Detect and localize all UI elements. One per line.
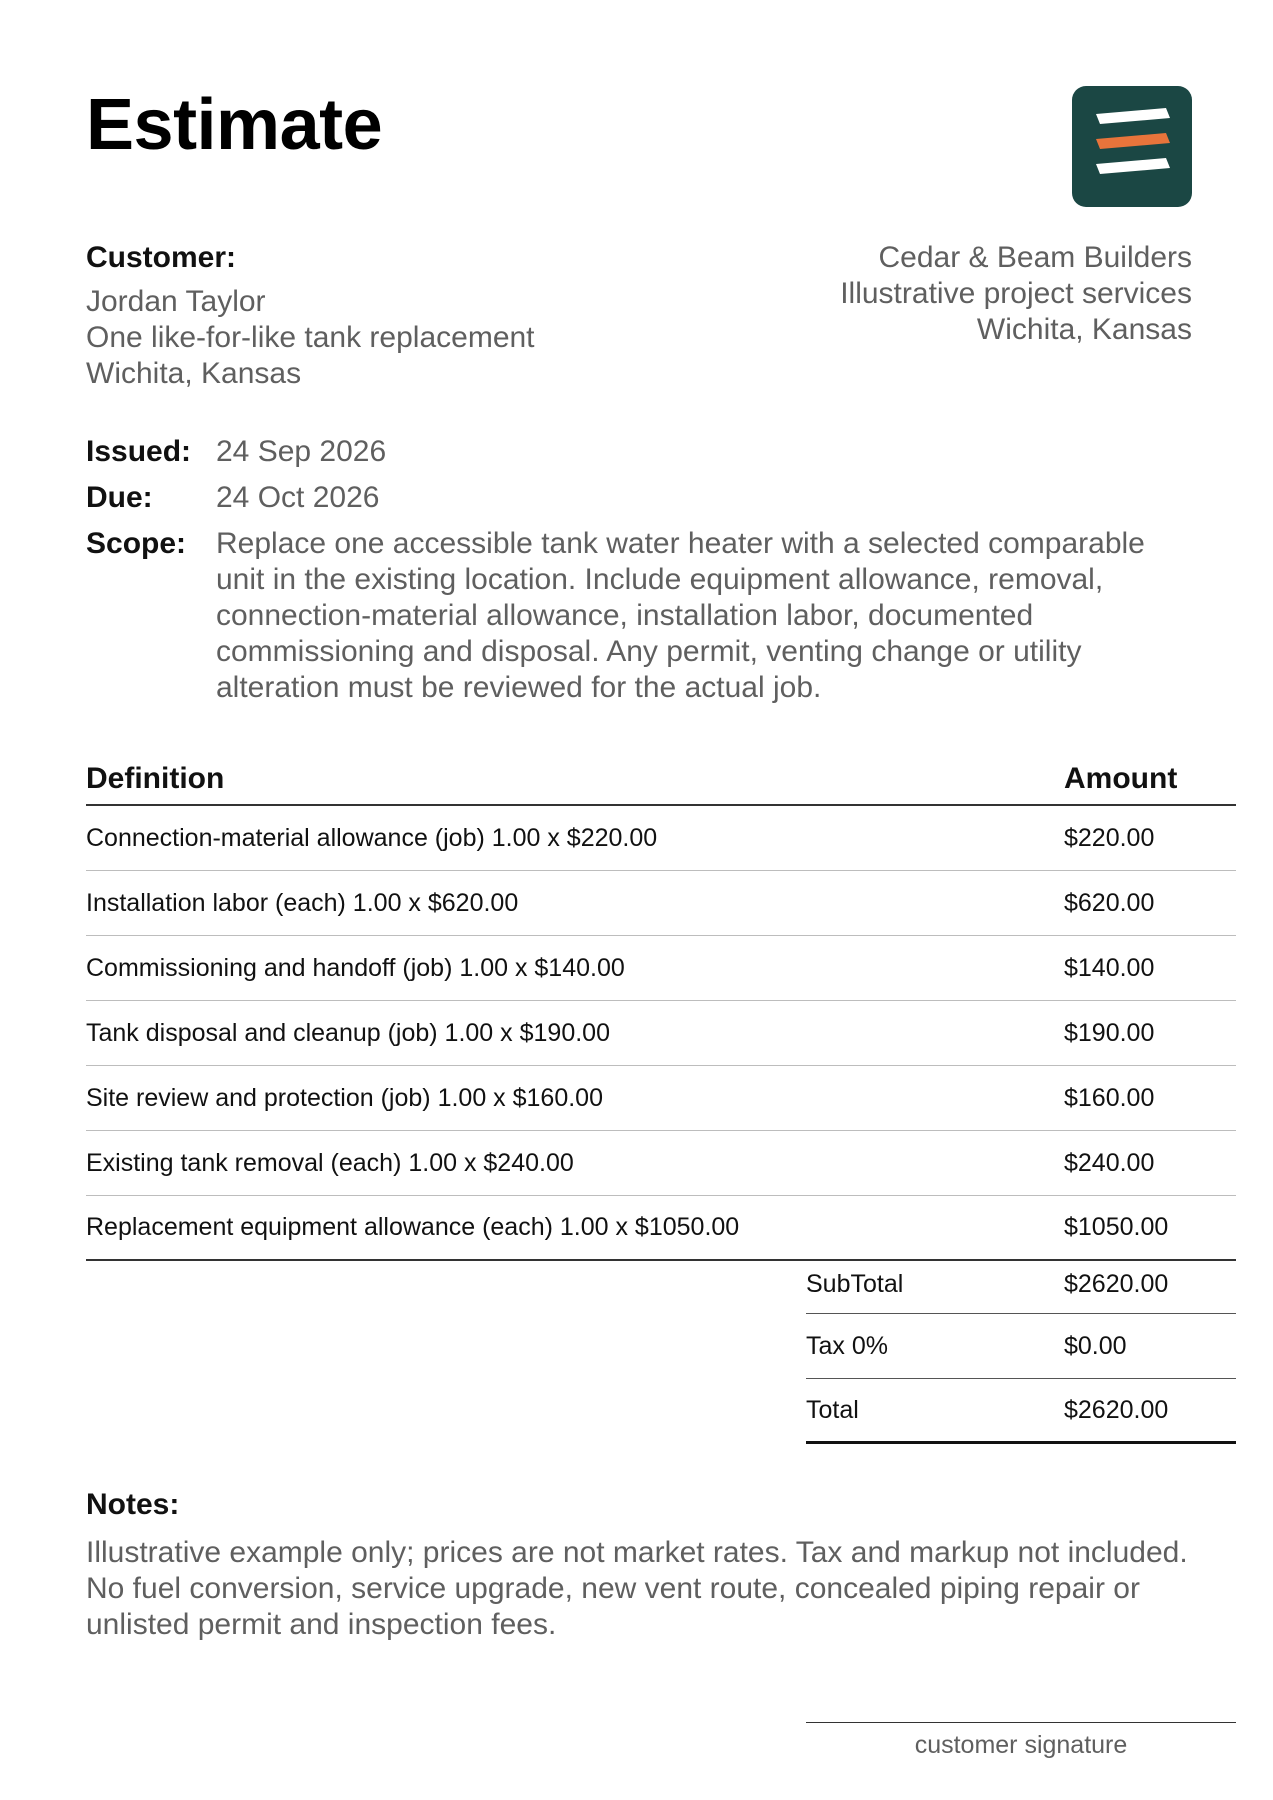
- tax-label: Tax 0%: [806, 1331, 888, 1360]
- item-definition: Commissioning and handoff (job) 1.00 x $140.00: [86, 953, 625, 982]
- signature-line: [806, 1722, 1236, 1723]
- signature-label: customer signature: [914, 1731, 1128, 1759]
- notes-label: Notes:: [86, 1488, 180, 1521]
- due-row: [86, 480, 1186, 516]
- item-definition: Existing tank removal (each) 1.00 x $240.00: [86, 1148, 574, 1177]
- item-definition: Tank disposal and cleanup (job) 1.00 x $190.00: [86, 1018, 610, 1047]
- item-definition: Replacement equipment allowance (each) 1.00 x $1050.00: [86, 1213, 740, 1241]
- subtotal-value: $2620.00: [1064, 1270, 1169, 1298]
- issued-row: [86, 434, 1186, 470]
- tax-value: $0.00: [1064, 1331, 1127, 1360]
- scope-label: Scope:: [86, 527, 187, 560]
- totals-table: [806, 1256, 1236, 1444]
- table-row: [86, 1131, 1236, 1196]
- total-label: Total: [806, 1395, 859, 1424]
- customer-job: One like-for-like tank replacement: [86, 321, 535, 354]
- customer-name: Jordan Taylor: [86, 285, 266, 318]
- customer-location: Wichita, Kansas: [86, 357, 302, 390]
- subtotal-row: [806, 1256, 1236, 1314]
- item-amount: $160.00: [1064, 1083, 1155, 1112]
- table-row: [86, 1196, 1236, 1261]
- line-items-table: [86, 754, 1236, 1261]
- subtotal-label: SubTotal: [806, 1270, 904, 1298]
- company-details: [840, 240, 1192, 348]
- issued-date: 24 Sep 2026: [216, 435, 387, 468]
- customer-details: [86, 284, 535, 392]
- item-definition: Connection-material allowance (job) 1.00 x $220.00: [86, 823, 658, 852]
- definition-header: Definition: [86, 762, 225, 795]
- item-definition: Site review and protection (job) 1.00 x $160.00: [86, 1083, 603, 1112]
- table-header: [86, 754, 1236, 806]
- notes-text: Illustrative example only; prices are not market rates. Tax and markup not included. No fuel conversion, service upgrade, new vent route, concealed piping repair or unlisted permit and inspection fees.: [86, 1536, 1188, 1641]
- tax-row: [806, 1314, 1236, 1379]
- table-row: [86, 871, 1236, 936]
- due-date: 24 Oct 2026: [216, 481, 380, 514]
- company-tagline: Illustrative project services: [840, 277, 1192, 310]
- total-row: [806, 1379, 1236, 1444]
- due-label: Due:: [86, 481, 153, 514]
- item-amount: $240.00: [1064, 1148, 1155, 1177]
- company-name: Cedar & Beam Builders: [878, 241, 1192, 274]
- amount-header: Amount: [1064, 762, 1178, 795]
- total-value: $2620.00: [1064, 1395, 1169, 1424]
- table-row: [86, 1001, 1236, 1066]
- issued-label: Issued:: [86, 435, 192, 468]
- company-logo: [1072, 86, 1192, 207]
- document-title: Estimate: [86, 85, 383, 165]
- company-location: Wichita, Kansas: [976, 313, 1192, 346]
- table-row: [86, 1066, 1236, 1131]
- item-definition: Installation labor (each) 1.00 x $620.00: [86, 888, 519, 917]
- stacked-planks-logo-icon: [1072, 86, 1192, 207]
- customer-label: Customer:: [86, 241, 237, 274]
- item-amount: $190.00: [1064, 1018, 1155, 1047]
- item-amount: $620.00: [1064, 888, 1155, 917]
- table-row: [86, 806, 1236, 871]
- table-row: [86, 936, 1236, 1001]
- item-amount: $1050.00: [1064, 1213, 1169, 1241]
- item-amount: $220.00: [1064, 823, 1155, 852]
- scope-row: [86, 526, 1186, 706]
- item-amount: $140.00: [1064, 953, 1155, 982]
- estimate-meta: [86, 434, 1186, 716]
- scope-text: Replace one accessible tank water heater with a selected comparable unit in the existing location. Include equipment allowance, removal, connection-material allowance, installation labor, documented commissioning and disposal. Any permit, venting change or utility alteration must be reviewed for the actual job.: [216, 527, 1145, 704]
